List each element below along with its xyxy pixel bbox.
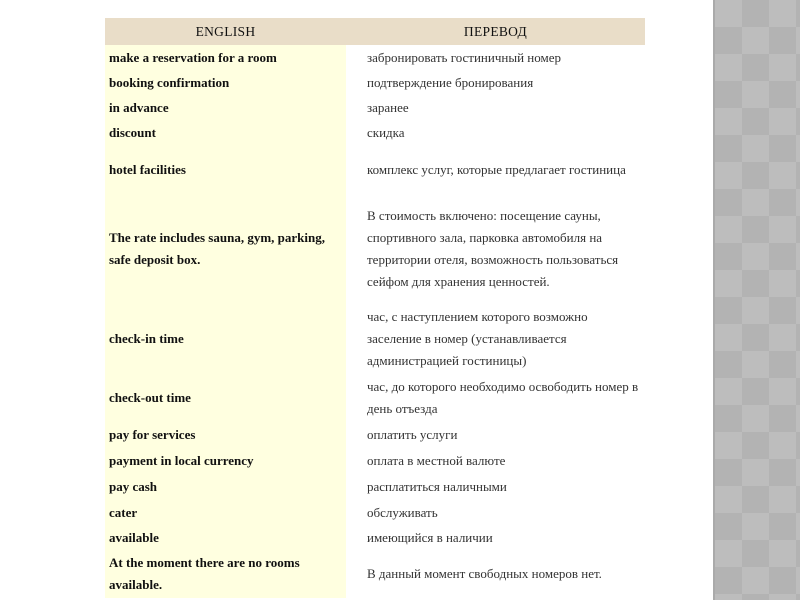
table-row (105, 550, 645, 598)
russian-translation: расплатиться наличными (367, 479, 507, 494)
english-term: check-out time (105, 373, 346, 422)
table-row (105, 373, 645, 422)
russian-translation: В стоимость включено: посещение сауны, спортивного зала, парковка автомобиля на территории отеля, возможность пользоваться сейфом для хранения ценностей. (367, 208, 619, 289)
table-row (105, 448, 645, 474)
english-term: The rate includes sauna, gym, parking, safe deposit box. (105, 193, 346, 305)
russian-translation: комплекс услуг, которые предлагает гостиница (367, 161, 626, 177)
table-header-row (105, 18, 645, 45)
table-row (105, 422, 645, 448)
decorative-side-panel (713, 0, 800, 600)
vocabulary-table (105, 18, 645, 598)
english-term: At the moment there are no rooms available. (105, 550, 346, 598)
english-term: pay cash (105, 474, 346, 500)
table-row (105, 70, 645, 95)
russian-translation: заранее (367, 99, 409, 115)
russian-translation: час, с наступлением которого возможно заселение в номер (устанавливается администрацией гостиницы) (367, 309, 588, 368)
english-term: cater (105, 500, 346, 526)
table-row (105, 120, 645, 146)
english-term: in advance (105, 95, 346, 120)
english-term: payment in local currency (105, 448, 346, 474)
table-row (105, 193, 645, 305)
english-term: discount (105, 120, 346, 146)
russian-translation: имеющийся в наличии (367, 530, 493, 545)
russian-translation: оплатить услуги (367, 427, 458, 442)
english-term: make a reservation for a room (105, 45, 346, 70)
english-term: pay for services (105, 422, 346, 448)
russian-translation: обслуживать (367, 505, 438, 520)
russian-translation: час, до которого необходимо освободить номер в день отъезда (367, 378, 639, 416)
english-term: hotel facilities (105, 146, 346, 193)
english-term: available (105, 526, 346, 550)
russian-translation: оплата в местной валюте (367, 453, 506, 468)
russian-translation: забронировать гостиничный номер (367, 49, 561, 65)
russian-translation: подтверждение бронирования (367, 74, 534, 90)
english-term: booking confirmation (105, 70, 346, 95)
russian-translation: скидка (367, 125, 405, 140)
header-translation: ПЕРЕВОД (346, 18, 645, 45)
header-english: ENGLISH (105, 18, 346, 45)
table-row (105, 95, 645, 120)
russian-translation: В данный момент свободных номеров нет. (367, 566, 602, 581)
table-row (105, 45, 645, 70)
english-term: check-in time (105, 305, 346, 373)
table-row (105, 474, 645, 500)
table-row (105, 526, 645, 550)
table-row (105, 500, 645, 526)
table-row (105, 305, 645, 373)
table-row (105, 146, 645, 193)
